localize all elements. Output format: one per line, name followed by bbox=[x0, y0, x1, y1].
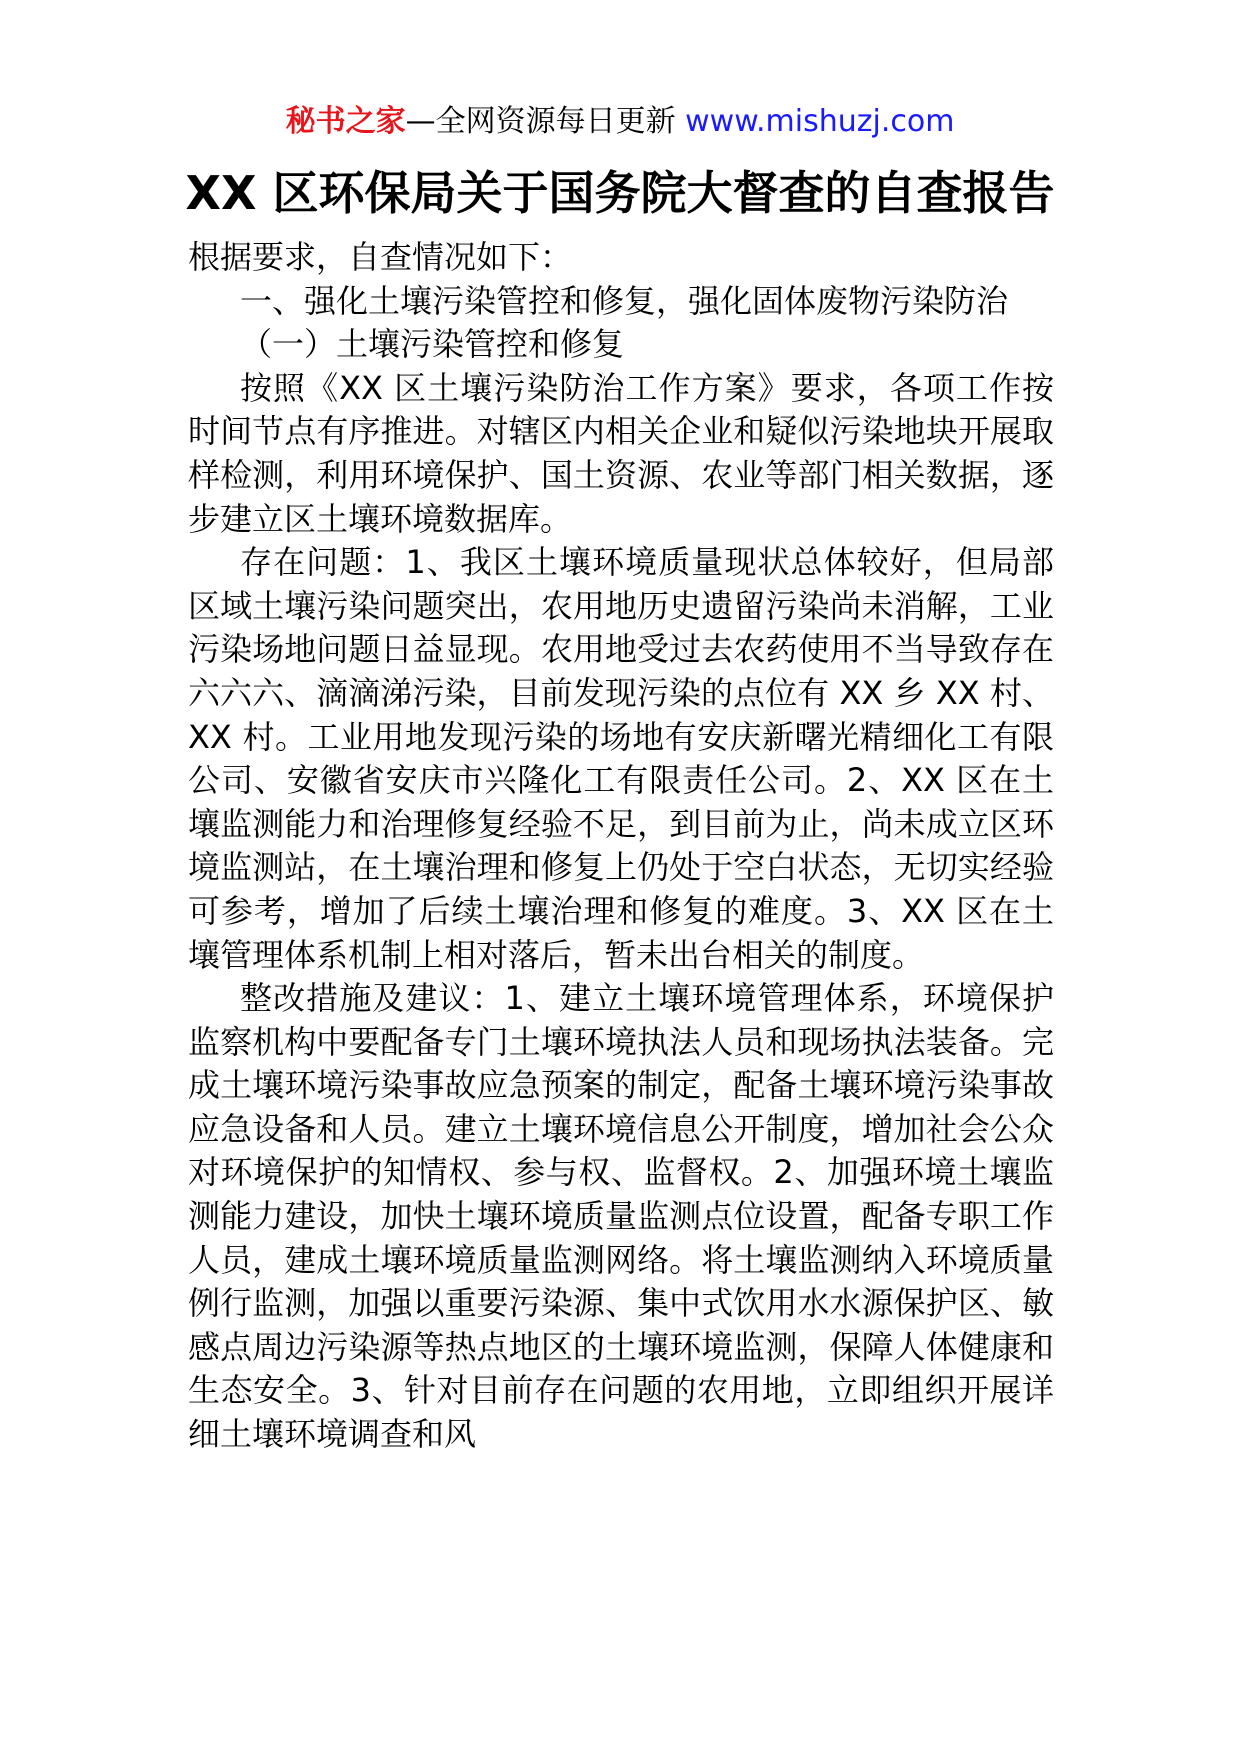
brand-name: 秘书之家 bbox=[285, 104, 406, 139]
site-header bbox=[0, 100, 1240, 144]
measures-paragraph: 整改措施及建议：1、建立土壤环境管理体系，环境保护监察机构中要配备专门土壤环境执法人员和现场执法装备。完成土壤环境污染事故应急预案的制定，配备土壤环境污染事故应急设备和人员。建立土壤环境信息公开制度，增加社会公众对环境保护的知情权、参与权、监督权。2、加强环境土壤监测能力建设，加快土壤环境质量监测点位设置，配备专职工作人员，建成土壤环境质量监测网络。将土壤监测纳入环境质量例行监测，加强以重要污染源、集中式饮用水水源保护区、敏感点周边污染源等热点地区的土壤环境监测，保障人体健康和生态安全。3、针对目前存在问题的农用地，立即组织开展详细土壤环境调查和风 bbox=[188, 979, 1054, 1454]
site-url: www.mishuzj.com bbox=[685, 104, 955, 139]
problems-paragraph: 存在问题：1、我区土壤环境质量现状总体较好，但局部区域土壤污染问题突出，农用地历史遗留污染尚未消解，工业污染场地问题日益显现。农用地受过去农药使用不当导致存在六六六、滴滴涕污染，目前发现污染的点位有 XX 乡 XX 村、XX 村。工业用地发现污染的场地有安庆新曙光精细化工有限公司、安徽省安庆市兴隆化工有限责任公司。2、XX 区在土壤监测能力和治理修复经验不足，到目前为止，尚未成立区环境监测站，在土壤治理和修复上仍处于空白状态，无切实经验可参考，增加了后续土壤治理和修复的难度。3、XX 区在土壤管理体系机制上相对落后，暂未出台相关的制度。 bbox=[188, 543, 1054, 974]
document-title: XX 区环保局关于国务院大督查的自查报告 bbox=[185, 166, 1055, 220]
section-heading: 一、强化土壤污染管控和修复，强化固体废物污染防治 bbox=[240, 281, 1009, 320]
intro-paragraph: 根据要求，自查情况如下： bbox=[188, 238, 573, 276]
header-slogan: —全网资源每日更新 bbox=[405, 104, 676, 139]
document-body bbox=[188, 236, 1054, 1457]
subsection-heading: （一）土壤污染管控和修复 bbox=[240, 325, 625, 364]
progress-paragraph: 按照《XX 区土壤污染防治工作方案》要求，各项工作按时间节点有序推进。对辖区内相关企业和疑似污染地块开展取样检测，利用环境保护、国土资源、农业等部门相关数据，逐步建立区土壤环境数据库。 bbox=[188, 368, 1054, 538]
